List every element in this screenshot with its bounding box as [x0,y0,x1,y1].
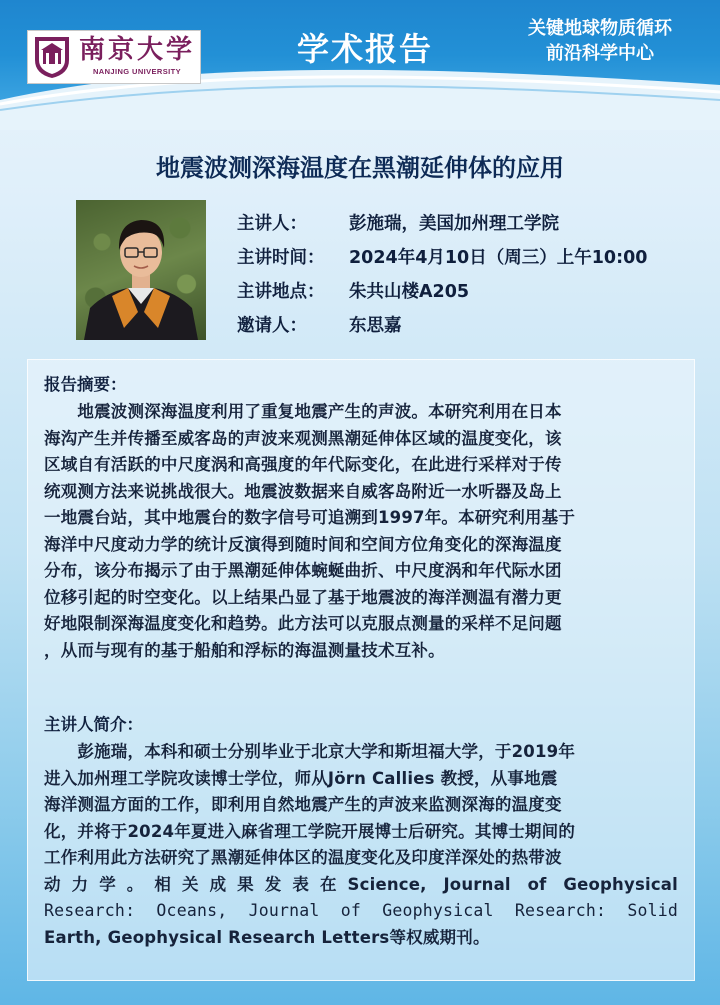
organizer-line-1: 关键地球物质循环 [528,18,672,39]
abstract-heading: 报告摘要： [44,375,127,394]
abstract-line: 分布，该分布揭示了由于黑潮延伸体蜿蜒曲折、中尺度涡和年代际水团 [44,561,562,580]
abstract-line: ，从而与现有的基于船舶和浮标的海温测量技术互补。 [44,640,445,660]
info-time [237,244,647,269]
header-title: 学术报告 [296,30,433,68]
bio-line: 化，并将于2024年夏进入麻省理工学院开展博士后研究。其博士期间的 [44,821,576,841]
abstract-line: 区域自有活跃的中尺度涡和高强度的年代际变化，在此进行采样对于传 [44,455,562,474]
organizer-name [500,16,700,66]
speaker-portrait-image [76,200,206,340]
info-location-label: 主讲地点： [237,282,325,302]
info-host-value: 东思嘉 [349,316,402,336]
speaker-photo [76,200,206,340]
bio-line: 彭施瑞，本科和硕士分别毕业于北京大学和斯坦福大学，于2019年 [44,742,576,761]
abstract-line: 好地限制深海温度变化和趋势。此方法可以克服点测量的采样不足问题 [44,614,562,633]
talk-title: 地震波测深海温度在黑潮延伸体的应用 [156,154,564,182]
bio-line: 进入加州理工学院攻读博士学位，师从Jörn Callies 教授，从事地震 [44,768,558,788]
info-speaker [237,210,559,235]
abstract-line: 位移引起的时空变化。以上结果凸显了基于地震波的海洋测温有潜力更 [44,587,562,607]
university-logo [27,30,201,84]
info-location-value: 朱共山楼A205 [349,282,470,302]
abstract-line: 地震波测深海温度利用了重复地震产生的声波。本研究利用在日本 [44,402,562,421]
info-speaker-value: 彭施瑞，美国加州理工学院 [349,214,559,234]
abstract-line: 一地震台站，其中地震台的数字信号可追溯到1997年。本研究利用基于 [44,508,576,527]
abstract-line: 统观测方法来说挑战很大。地震波数据来自威客岛附近一水听器及岛上 [44,481,562,501]
bio-line: Research: Oceans, Journal of Geophysical Research: Solid [44,901,678,920]
abstract-line: 海沟产生并传播至威客岛的声波来观测黑潮延伸体区域的温度变化，该 [44,428,562,448]
info-host [237,312,402,337]
logo-english-name: NANJING UNIVERSITY [92,67,182,76]
abstract-line: 海洋中尺度动力学的统计反演得到随时间和空间方位角变化的深海温度 [44,534,562,554]
bio-body [44,739,678,951]
bio-line: Earth, Geophysical Research Letters等权威期刊。 [44,927,490,947]
info-location [237,278,469,303]
university-emblem-icon [32,34,72,80]
info-speaker-label: 主讲人： [237,214,307,234]
logo-chinese-name: 南京大学 [78,35,195,65]
bio-line: 海洋测温方面的工作，即利用自然地震产生的声波来监测深海的温度变 [44,795,562,814]
bio-line: 动力学。相关成果发表在Science, Journal of Geophysical [44,874,678,894]
info-time-label: 主讲时间： [237,248,325,268]
bio-heading: 主讲人简介： [44,715,143,734]
abstract-body [44,399,678,664]
bio-line: 工作利用此方法研究了黑潮延伸体区的温度变化及印度洋深处的热带波 [44,848,562,867]
info-host-label: 邀请人： [237,316,307,336]
info-time-value: 2024年4月10日（周三）上午10:00 [349,248,648,268]
organizer-line-2: 前沿科学中心 [546,43,654,64]
